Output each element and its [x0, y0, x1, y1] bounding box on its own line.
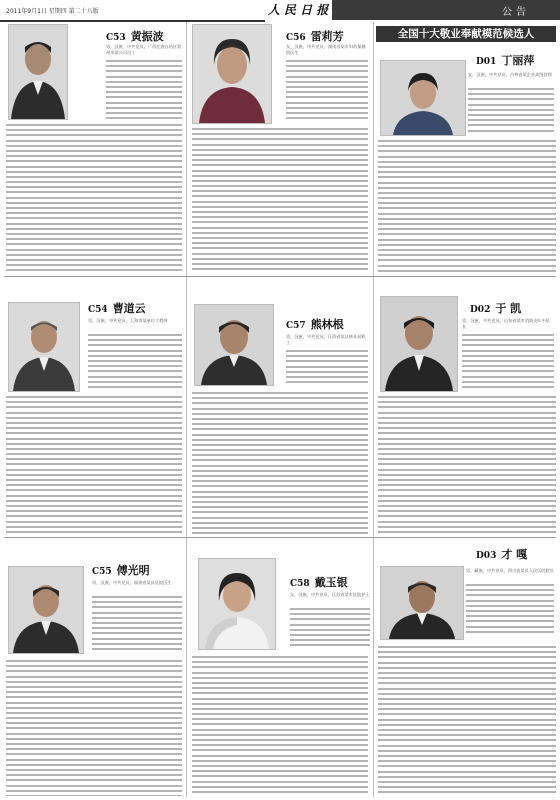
row-divider — [4, 537, 556, 538]
candidates-banner: 全国十大敬业奉献模范候选人 — [376, 26, 556, 42]
body-text — [6, 396, 182, 534]
body-text — [192, 392, 368, 534]
entry-bio: 男，汉族，中共党员，广西壮族自治区钦州市某公司员工 — [106, 44, 182, 55]
entry-code: D02 — [470, 305, 491, 315]
entry-heading — [476, 546, 527, 562]
body-text — [92, 596, 182, 654]
entry-name: 雷莉芳 — [310, 30, 344, 43]
portrait-photo — [380, 566, 464, 640]
column-divider — [373, 22, 374, 797]
body-text — [286, 350, 368, 386]
entry-bio: 男，汉族，中共党员，上海市某单位工程师 — [88, 318, 168, 323]
entry-code: C53 — [106, 33, 126, 43]
section-label: 公告 — [502, 7, 530, 18]
entry-bio: 男，汉族，中共党员，山东省某市消防支队中队长 — [462, 318, 550, 329]
entry-heading — [290, 574, 348, 590]
portrait-photo — [8, 302, 80, 392]
entry-bio: 男，汉族，中共党员，福建省某县医院医生 — [92, 580, 172, 585]
entry-name: 傅光明 — [116, 564, 150, 577]
entry-heading — [88, 300, 146, 316]
entry-name: 曹道云 — [112, 302, 146, 315]
entry-bio: 女，汉族，中共党员，吉林省某企业高级技师 — [468, 72, 552, 77]
column-divider — [186, 22, 187, 797]
entry-heading — [476, 52, 534, 68]
portrait-photo — [380, 60, 466, 136]
body-text — [6, 660, 182, 796]
portrait-photo — [380, 296, 458, 392]
body-text — [378, 140, 556, 272]
entry-code: C55 — [92, 567, 112, 577]
entry-heading — [106, 28, 164, 44]
date-line: 2011年9月1日 星期四 第二十八版 — [6, 8, 99, 15]
row-divider — [4, 276, 556, 277]
entry-code: C58 — [290, 579, 310, 589]
portrait-photo — [8, 24, 68, 120]
entry-name: 戴玉银 — [314, 576, 348, 589]
body-text — [286, 60, 368, 122]
entry-bio: 女，汉族，中共党员，湖南省某市妇幼保健院医生 — [286, 44, 366, 55]
entry-name: 熊林根 — [310, 318, 344, 331]
entry-code: C56 — [286, 33, 306, 43]
entry-bio: 女，汉族，中共党员，江苏省某市医院护士 — [290, 592, 370, 597]
entry-name: 丁丽萍 — [501, 54, 535, 67]
body-text — [192, 128, 368, 272]
entry-heading — [286, 316, 344, 332]
entry-bio: 男，藏族，中共党员，四川省某县人民医院院长 — [466, 568, 554, 573]
body-text — [466, 584, 554, 640]
body-text — [88, 334, 182, 392]
portrait-photo — [8, 566, 84, 654]
entry-code: D01 — [476, 57, 497, 67]
entry-code: D03 — [476, 551, 497, 561]
body-text — [106, 60, 182, 120]
entry-heading — [92, 562, 150, 578]
entry-heading — [470, 300, 521, 316]
entry-heading — [286, 28, 344, 44]
body-text — [6, 124, 182, 272]
portrait-photo — [192, 24, 272, 124]
body-text — [378, 396, 556, 534]
entry-name: 才 嘎 — [501, 548, 528, 561]
entry-bio: 男，汉族，中共党员，江西省某县林业局职工 — [286, 334, 366, 345]
body-text — [192, 656, 368, 796]
entry-name: 于 凯 — [495, 302, 522, 315]
entry-code: C57 — [286, 321, 306, 331]
entry-name: 黄振波 — [130, 30, 164, 43]
body-text — [378, 646, 556, 796]
paper-title: 人 民 日 报 — [267, 3, 329, 17]
masthead — [0, 0, 560, 20]
section-bar — [332, 0, 560, 20]
body-text — [290, 608, 370, 652]
masthead-left-bar — [0, 0, 265, 22]
portrait-photo — [198, 558, 276, 650]
body-text — [468, 88, 554, 136]
portrait-photo — [194, 304, 274, 386]
body-text — [462, 334, 554, 392]
entry-code: C54 — [88, 305, 108, 315]
